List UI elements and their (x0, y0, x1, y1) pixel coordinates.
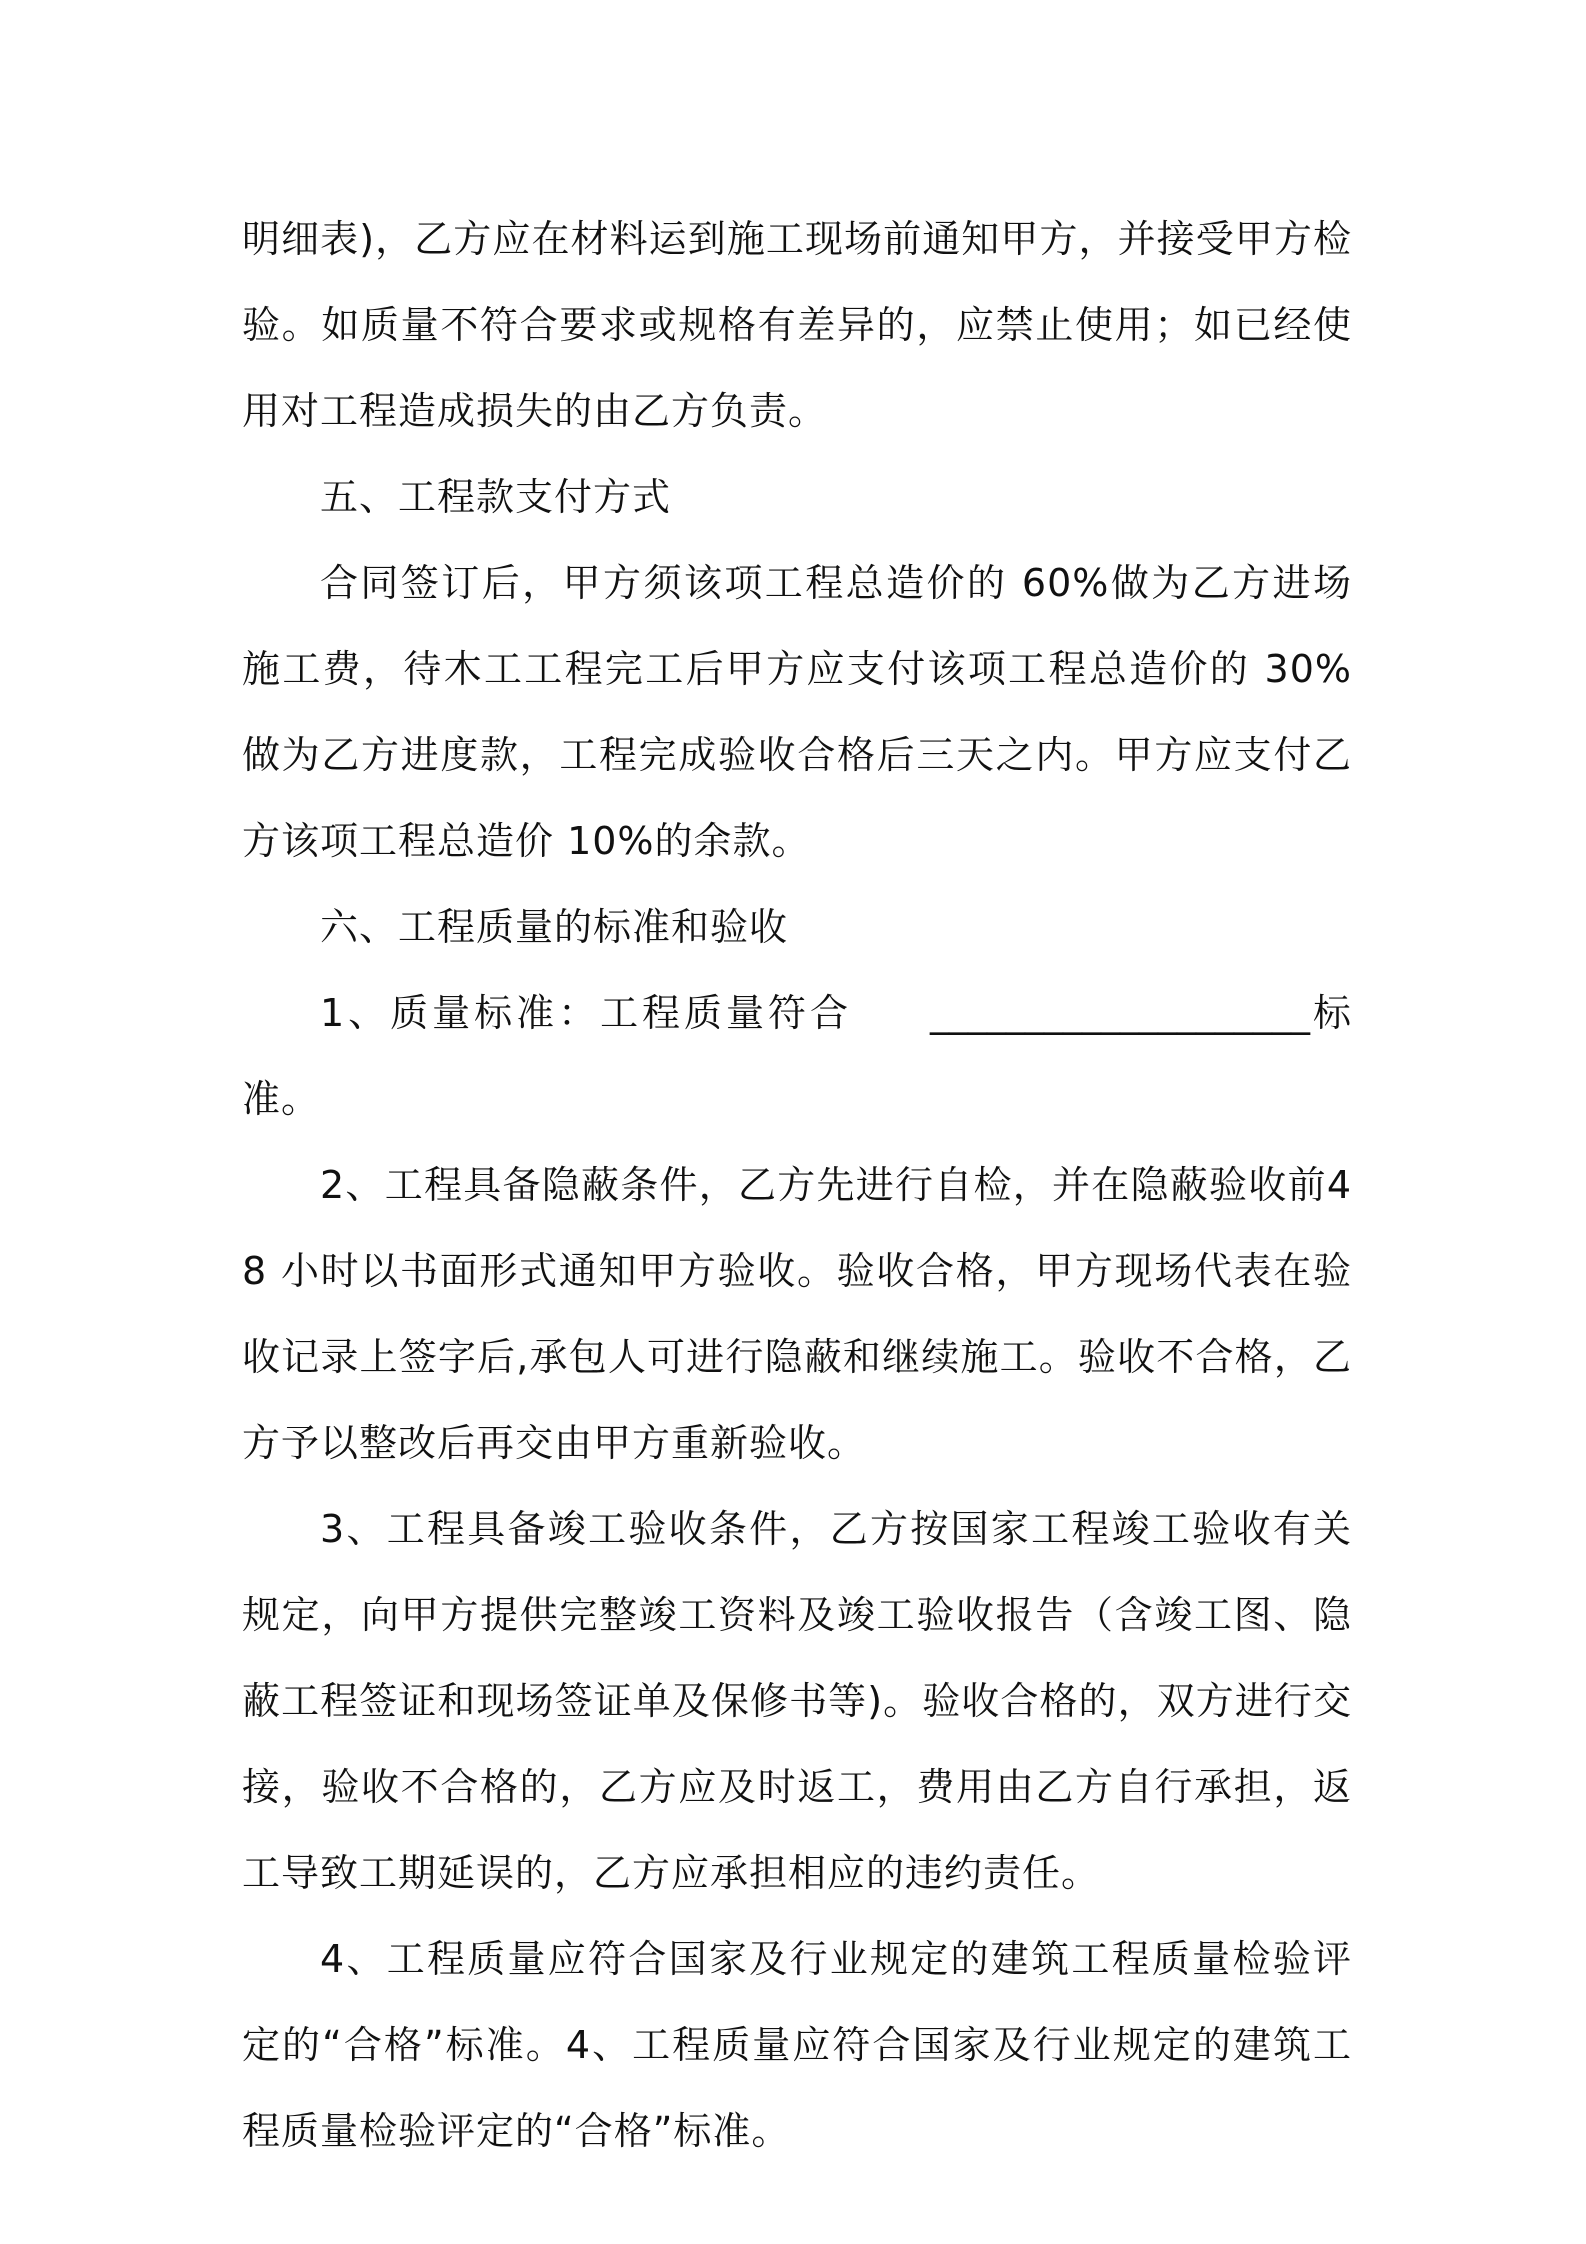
paragraph-quality-standard (242, 970, 1352, 1142)
paragraph-concealed-inspection: 2、工程具备隐蔽条件，乙方先进行自检，并在隐蔽验收前48 小时以书面形式通知甲方验收。验收合格，甲方现场代表在验收记录上签字后,承包人可进行隐蔽和继续施工。验收不合格，乙方予以整改后再交由甲方重新验收。 (242, 1163, 1352, 1465)
quality-standard-prefix: 1、质量标准：工程质量符合 (320, 991, 852, 1035)
document-body (242, 196, 1352, 2174)
paragraph-payment-terms: 合同签订后，甲方须该项工程总造价的 60%做为乙方进场施工费，待木工工程完工后甲方应支付该项工程总造价的 30%做为乙方进度款，工程完成验收合格后三天之内。甲方应支付乙方该项工程总造价 10%的余款。 (242, 561, 1352, 863)
section-heading-payment: 五、工程款支付方式 (320, 475, 672, 519)
paragraph-quality-compliance: 4、工程质量应符合国家及行业规定的建筑工程质量检验评定的“合格”标准。4、工程质量应符合国家及行业规定的建筑工程质量检验评定的“合格”标准。 (242, 1937, 1352, 2153)
paragraph-material-inspection: 明细表)，乙方应在材料运到施工现场前通知甲方，并接受甲方检验。如质量不符合要求或规格有差异的，应禁止使用；如已经使用对工程造成损失的由乙方负责。 (242, 217, 1352, 433)
section-heading-quality: 六、工程质量的标准和验收 (320, 905, 789, 949)
quality-standard-blank: ____________________ (930, 991, 1310, 1035)
paragraph-completion-acceptance: 3、工程具备竣工验收条件，乙方按国家工程竣工验收有关规定，向甲方提供完整竣工资料及竣工验收报告（含竣工图、隐蔽工程签证和现场签证单及保修书等)。验收合格的，双方进行交接，验收不合格的，乙方应及时返工，费用由乙方自行承担，返工导致工期延误的，乙方应承担相应的违约责任。 (242, 1507, 1352, 1895)
quality-standard-suffix: 标准。 (242, 991, 1352, 1121)
